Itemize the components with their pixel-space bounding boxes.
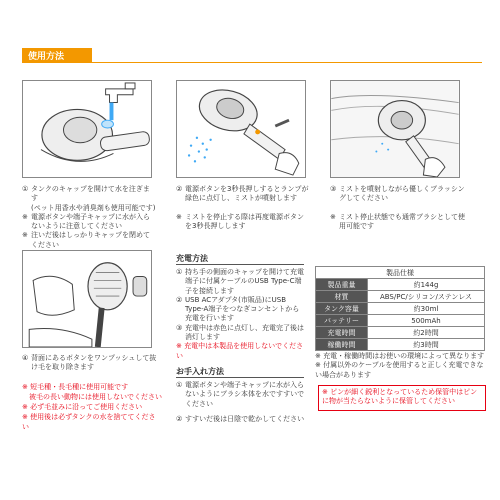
charging-item-2: USB ACアダプタ(市販品)にUSB Type-A端子をつなぎコンセントから充電を行います <box>185 295 300 323</box>
header-divider <box>22 62 482 63</box>
spec-value: ABS/PC/シリコン/ステンレス <box>368 291 485 303</box>
step-1-note-2: 注いだ後はしっかりキャップを閉めてください <box>31 231 150 249</box>
step-1-number: ① <box>22 185 29 193</box>
table-row <box>316 279 485 291</box>
note-mark: ※ <box>330 212 336 221</box>
warning-1: ※ 短毛種・長毛種に使用可能です <box>22 383 129 391</box>
care-title: お手入れ方法 <box>176 367 224 376</box>
charging-item-1: 持ち手の側面のキャップを開けて充電端子に付属ケーブルのUSB Type-C端子を接続します <box>185 268 304 295</box>
step-4-line-1: 背面にあるボタンをワンプッシュして抜け毛を取り除きます <box>31 354 157 372</box>
charging-item-1-mark: ① <box>176 268 183 276</box>
illustration-step-2 <box>176 80 306 178</box>
header-tab <box>22 48 92 62</box>
step-3-line-1: ミストを噴射しながら優しくブラッシングしてください <box>339 185 465 203</box>
charging-title: 充電方法 <box>176 254 208 263</box>
step-4-number: ④ <box>22 354 29 362</box>
spec-key: 充電時間 <box>316 327 368 339</box>
spec-note-2: ※ 付属以外のケーブルを使用すると正しく充電できない場合があります <box>315 361 484 379</box>
spec-value: 約3時間 <box>368 339 485 351</box>
charging-item-2-mark: ② <box>176 295 183 304</box>
charging-warning: ※ 充電中は本製品を使用しないでください <box>176 342 304 360</box>
step-1-note-1: 電源ボタンや端子キャップに水が入らないように注意してください <box>31 212 150 231</box>
step-4-caption <box>22 354 160 373</box>
spec-key: 稼働時間 <box>316 339 368 351</box>
step-1-line-1: タンクのキャップを開けて水を注ぎます <box>31 185 150 203</box>
spec-key: 製品重量 <box>316 279 368 291</box>
header-title: 使用方法 <box>28 52 65 62</box>
spec-header-row <box>316 267 485 279</box>
step-2-caption <box>176 185 310 231</box>
spec-notes <box>315 352 487 380</box>
section-header <box>22 48 482 62</box>
step-1-line-2: (ペット用香水や消臭剤も使用可能です) <box>31 203 156 212</box>
table-row <box>316 339 485 351</box>
note-mark: ※ <box>176 212 182 221</box>
care-divider <box>176 377 304 378</box>
step-3-note-1: ミスト停止状態でも通常ブラシとして使用可能です <box>339 212 465 230</box>
spec-key: バッテリー <box>316 315 368 327</box>
spec-key: タンク容量 <box>316 303 368 315</box>
care-item-1: 電源ボタンや端子キャップに水が入らないようにブラシ本体を水ですすいでください <box>185 381 305 408</box>
charging-item-3: 充電中は赤色に点灯し、充電完了後は消灯します <box>185 323 304 342</box>
care-item-2-mark: ② <box>176 414 183 423</box>
table-row <box>316 303 485 315</box>
spec-table <box>315 266 485 351</box>
illustration-step-4 <box>22 250 152 348</box>
illustration-step-1 <box>22 80 152 178</box>
charging-divider <box>176 264 304 265</box>
spec-value: 約30ml <box>368 303 485 315</box>
spec-value: 約2時間 <box>368 327 485 339</box>
care-items <box>176 381 306 424</box>
warning-4: ※ 使用後は必ずタンクの水を捨ててください <box>22 413 156 431</box>
spec-value: 約144g <box>368 279 485 291</box>
illustration-step-3 <box>330 80 460 178</box>
spec-value: 500mAh <box>368 315 485 327</box>
table-row <box>316 327 485 339</box>
pin-warning-text: ※ ピンが細く鋭利となっているため保管中はピンに物が当たらないように保管してください <box>322 388 478 405</box>
spec-title: 製品仕様 <box>316 267 485 279</box>
step-3-caption <box>330 185 470 231</box>
spec-key: 材質 <box>316 291 368 303</box>
charging-item-3-mark: ③ <box>176 323 183 332</box>
step-2-number: ② <box>176 185 183 193</box>
step-4-warnings <box>22 382 162 432</box>
pin-warning-box <box>318 385 486 411</box>
care-item-1-mark: ① <box>176 381 183 389</box>
step-2-note-1: ミストを停止する際は再度電源ボタンを3秒長押しします <box>185 212 304 230</box>
step-2-line-1: 電源ボタンを3秒長押しするとランプが緑色に点灯し、ミストが噴射します <box>185 185 309 203</box>
charging-items <box>176 268 306 361</box>
warning-2: 被毛の長い動物には使用しないでください <box>22 393 162 401</box>
table-row <box>316 315 485 327</box>
spec-note-1: ※ 充電・稼働時間はお使いの環境によって異なります <box>315 352 485 360</box>
warning-3: ※ 必ず毛並みに沿ってご使用ください <box>22 403 143 411</box>
table-row <box>316 291 485 303</box>
step-1-caption <box>22 185 156 250</box>
note-mark: ※ <box>22 212 28 221</box>
step-3-number: ③ <box>330 185 337 193</box>
care-item-2: すすいだ後は日陰で乾かしてください <box>185 414 305 423</box>
note-mark: ※ <box>22 231 28 240</box>
